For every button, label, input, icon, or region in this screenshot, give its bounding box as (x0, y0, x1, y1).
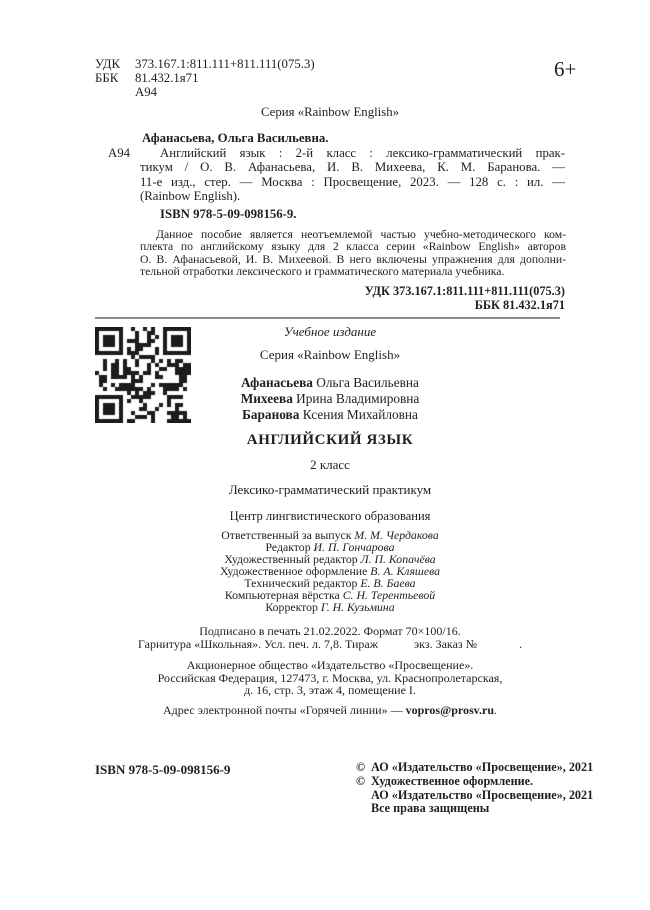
series-line-top: Серия «Rainbow English» (260, 105, 399, 119)
credit-label: Художественный редактор (224, 552, 361, 567)
annotation-paragraph (140, 229, 566, 278)
footer-isbn: ISBN 978-5-09-098156-9 (95, 762, 231, 777)
author-code: А94 (135, 85, 158, 99)
edition-kind: Учебное издание (283, 324, 377, 339)
credit-label: Технический редактор (244, 576, 361, 591)
org-center-line: Центр лингвистического образования (229, 509, 431, 524)
series-line-edition: Серия «Rainbow English» (259, 347, 401, 362)
print-info-line2-text: Гарнитура «Школьная». Усл. печ. л. 7,8. Тираж (138, 636, 379, 651)
edition-column (95, 325, 565, 718)
author-line (95, 375, 565, 391)
hotline-email-prefix: Адрес электронной почты «Горячей линии» — (162, 703, 406, 718)
copyright-sign: © (356, 760, 366, 774)
credits-block (95, 529, 565, 613)
copyright-text: Художественное оформление. (371, 773, 534, 788)
credit-row (95, 601, 565, 613)
author-surname: Михеева (240, 390, 293, 406)
credit-name: В. А. Кляшева (370, 564, 441, 579)
credit-name: Е. В. Баева (360, 576, 416, 591)
copyright-line (356, 802, 593, 816)
catalog-line: Английский язык : 2-й класс : лексико-грамматический прак- (160, 146, 565, 160)
bbk-value: 81.432.1я71 (135, 71, 199, 85)
hotline-email-line (95, 703, 565, 718)
publisher-block (95, 659, 565, 696)
catalog-author-heading: Афанасьева, Ольга Васильевна. (142, 131, 329, 145)
grade-line: 2 класс (310, 457, 350, 473)
catalog-card (95, 131, 565, 222)
bbk-label: ББК (95, 71, 119, 85)
copyright-sign (356, 802, 371, 816)
author-line (95, 391, 565, 407)
authors-block (95, 375, 565, 422)
author-surname: Афанасьева (241, 375, 313, 390)
book-title: АНГЛИЙСКИЙ ЯЗЫК (246, 432, 414, 449)
catalog-line: тикум / О. В. Афанасьева, И. В. Михеева, К. М. Баранова. — (140, 160, 565, 175)
copyright-text: АО «Издательство «Просвещение», 2021 (371, 787, 594, 802)
publisher-line: Российская Федерация, 127473, г. Москва, ул. Краснопролетарская, (157, 670, 503, 685)
copyright-sign: © (356, 773, 366, 788)
print-info-line2-text: экз. Заказ № (414, 636, 478, 651)
catalog-margin-code: А94 (108, 146, 131, 160)
bbk-footer: ББК 81.432.1я71 (474, 297, 565, 312)
age-rating-badge: 6+ (554, 57, 577, 81)
credit-label: Корректор (265, 600, 321, 615)
copyright-text: Все права защищены (371, 801, 490, 816)
annotation-line: плекта по английскому языку для 2 класса серии «Rainbow English» авторов (140, 240, 566, 254)
credit-name: Л. П. Копачёва (360, 552, 436, 567)
catalog-line: (Rainbow English). (140, 189, 241, 204)
copyright-line (356, 789, 593, 803)
publisher-line: д. 16, стр. 3, этаж 4, помещение I. (244, 683, 416, 698)
udk-label: УДК (95, 57, 121, 71)
credit-name: С. Н. Терентьевой (342, 588, 436, 603)
hotline-email-suffix: . (494, 703, 498, 718)
credit-label: Компьютерная вёрстка (224, 588, 343, 603)
copyright-text: АО «Издательство «Просвещение», 2021 (371, 760, 594, 774)
credit-label: Редактор (265, 540, 314, 555)
print-info-line2 (95, 638, 565, 650)
bbk-row (95, 71, 565, 85)
credit-name: Г. Н. Кузьмина (320, 600, 395, 615)
credit-label: Ответственный за выпуск (221, 528, 355, 543)
print-info-line2-text: . (519, 636, 523, 651)
codes-footer-block (95, 285, 565, 312)
publisher-line: Акционерное общество «Издательство «Просвещение». (186, 658, 474, 673)
annotation-line: Данное пособие является неотъемлемой частью учебно-методического ком- (156, 228, 566, 241)
author-given-name: Ксения Михайловна (299, 406, 418, 422)
annotation-line: О. В. Афанасьевой, И. В. Михеевой. В него включены упражнения для дополни- (140, 252, 566, 266)
copyright-line (356, 775, 593, 789)
credit-label: Художественное оформление (219, 564, 371, 579)
author-given-name: Ольга Васильевна (312, 375, 419, 390)
udk-footer: УДК 373.167.1:811.111+811.111(075.3) (364, 284, 565, 298)
copyright-line (356, 761, 593, 775)
catalog-entry (95, 146, 565, 204)
author-given-name: Ирина Владимировна (292, 390, 420, 406)
print-info-line1: Подписано в печать 21.02.2022. Формат 70×100/16. (199, 624, 461, 639)
credit-name: И. П. Гончарова (313, 540, 395, 555)
annotation-line: тельной отработки лексического и грамматического материала учебника. (140, 264, 505, 278)
horizontal-divider (95, 317, 560, 319)
catalog-line: 11-е изд., стер. — Москва : Просвещение, 2023. — 128 с. : ил. — (140, 174, 565, 189)
top-codes-block (95, 57, 565, 119)
credit-name: М. М. Чердакова (354, 528, 439, 543)
udk-value: 373.167.1:811.111+811.111(075.3) (135, 57, 315, 71)
author-line (95, 407, 565, 423)
book-subtitle: Лексико-грамматический практикум (228, 482, 432, 498)
copyright-block (356, 761, 593, 816)
author-surname: Баранова (242, 406, 300, 422)
hotline-email-address: vopros@prosv.ru (405, 703, 495, 718)
udk-row (95, 57, 565, 71)
catalog-isbn: ISBN 978-5-09-098156-9. (160, 206, 297, 221)
copyright-sign (356, 789, 371, 803)
